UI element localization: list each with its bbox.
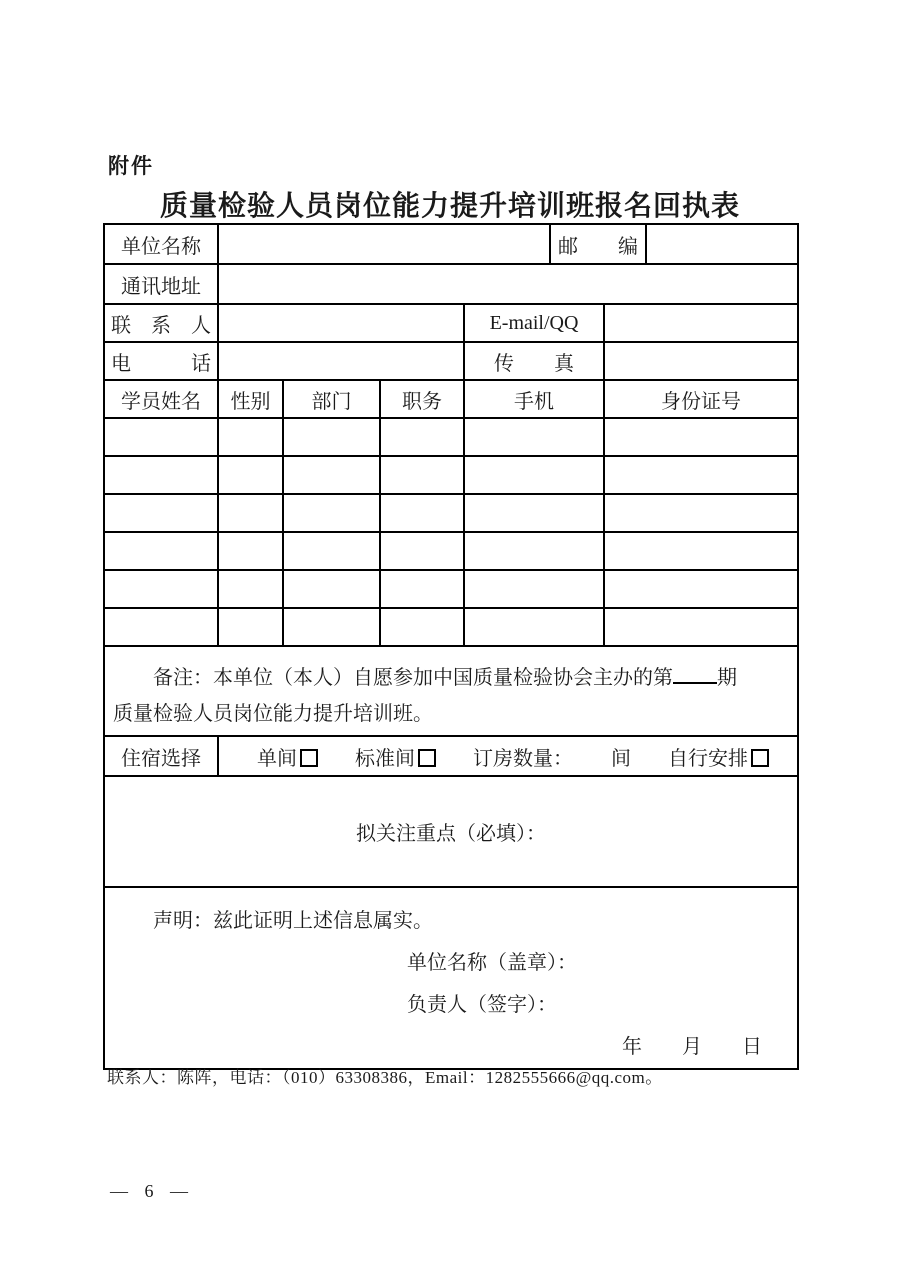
focus-row: [104, 776, 798, 887]
booking-quantity: 订房数量： 间: [473, 747, 631, 770]
trainee-cell: [104, 532, 218, 570]
trainee-cell: [380, 532, 464, 570]
address-label: 通讯地址: [104, 264, 218, 304]
trainee-cell: [218, 570, 283, 608]
trainee-cell: [380, 456, 464, 494]
declaration-row: [104, 887, 798, 1069]
session-number-blank: [673, 664, 717, 684]
fax-label: 传 真: [464, 342, 604, 380]
accommodation-row: [104, 736, 798, 776]
note-cell: [104, 646, 798, 736]
trainee-cell: [380, 570, 464, 608]
trainee-cell: [218, 532, 283, 570]
trainee-cell: [104, 608, 218, 646]
trainee-cell: [464, 418, 604, 456]
footer-contact-info: 联系人：陈阵，电话：（010）63308386，Email：1282555666@qq.com。: [107, 1068, 663, 1087]
unit-seal-label: 单位名称（盖章）：: [407, 952, 577, 974]
single-room-option: 单间: [257, 748, 318, 770]
trainee-cell: [283, 608, 380, 646]
standard-room-option: 标准间: [355, 748, 436, 770]
page-title: 质量检验人员岗位能力提升培训班报名回执表: [159, 190, 740, 221]
note-row: [104, 646, 798, 736]
trainee-cell: [604, 608, 798, 646]
registration-form-table: [103, 223, 799, 1070]
trainee-cell: [283, 570, 380, 608]
accommodation-options: [218, 736, 798, 776]
header-gender: 性别: [218, 380, 283, 418]
trainee-header-row: [104, 380, 798, 418]
unit-name-field: [218, 224, 550, 264]
unit-name-label: 单位名称: [104, 224, 218, 264]
note-line1: 备注：本单位（本人）自愿参加中国质量检验协会主办的第 期: [105, 660, 797, 696]
trainee-row: [104, 418, 798, 456]
trainee-cell: [283, 532, 380, 570]
trainee-row: [104, 494, 798, 532]
focus-label: 拟关注重点（必填）：: [104, 776, 798, 887]
trainee-cell: [464, 532, 604, 570]
standard-room-checkbox: [418, 749, 436, 767]
phone-label: 电 话: [104, 342, 218, 380]
row-address: [104, 264, 798, 304]
page-number: — 6 —: [110, 1181, 194, 1201]
header-id-number: 身份证号: [604, 380, 798, 418]
single-room-checkbox: [300, 749, 318, 767]
trainee-cell: [464, 570, 604, 608]
trainee-cell: [283, 494, 380, 532]
trainee-cell: [604, 456, 798, 494]
self-arrange-checkbox: [751, 749, 769, 767]
row-phone: [104, 342, 798, 380]
postcode-field: [646, 224, 798, 264]
note-line2: 质量检验人员岗位能力提升培训班。: [113, 703, 433, 725]
email-field: [604, 304, 798, 342]
trainee-row: [104, 570, 798, 608]
trainee-cell: [380, 418, 464, 456]
declaration-statement: 声明：兹此证明上述信息属实。: [153, 910, 433, 932]
postcode-label: 邮 编: [550, 224, 646, 264]
trainee-cell: [104, 456, 218, 494]
address-field: [218, 264, 798, 304]
attachment-label: 附件: [108, 155, 154, 178]
contact-person-field: [218, 304, 464, 342]
trainee-cell: [283, 456, 380, 494]
trainee-cell: [380, 494, 464, 532]
trainee-cell: [464, 494, 604, 532]
declaration-cell: [104, 887, 798, 1069]
trainee-cell: [380, 608, 464, 646]
self-arrange-option: 自行安排: [668, 748, 769, 770]
contact-person-label: 联 系 人: [104, 304, 218, 342]
header-trainee-name: 学员姓名: [104, 380, 218, 418]
trainee-row: [104, 532, 798, 570]
trainee-cell: [218, 608, 283, 646]
accommodation-label: 住宿选择: [104, 736, 218, 776]
trainee-row: [104, 456, 798, 494]
trainee-cell: [283, 418, 380, 456]
trainee-cell: [104, 494, 218, 532]
trainee-cell: [604, 418, 798, 456]
trainee-cell: [218, 456, 283, 494]
header-department: 部门: [283, 380, 380, 418]
trainee-cell: [604, 494, 798, 532]
trainee-row: [104, 608, 798, 646]
trainee-cell: [218, 494, 283, 532]
header-mobile: 手机: [464, 380, 604, 418]
header-position: 职务: [380, 380, 464, 418]
row-unit-name: [104, 224, 798, 264]
row-contact-person: [104, 304, 798, 342]
trainee-cell: [464, 456, 604, 494]
trainee-cell: [604, 532, 798, 570]
signer-label: 负责人（签字）：: [407, 994, 557, 1016]
trainee-cell: [464, 608, 604, 646]
email-label: E-mail/QQ: [464, 304, 604, 342]
phone-field: [218, 342, 464, 380]
trainee-cell: [218, 418, 283, 456]
date-label: 年 月 日: [622, 1036, 762, 1058]
trainee-cell: [104, 570, 218, 608]
trainee-cell: [104, 418, 218, 456]
trainee-cell: [604, 570, 798, 608]
fax-field: [604, 342, 798, 380]
